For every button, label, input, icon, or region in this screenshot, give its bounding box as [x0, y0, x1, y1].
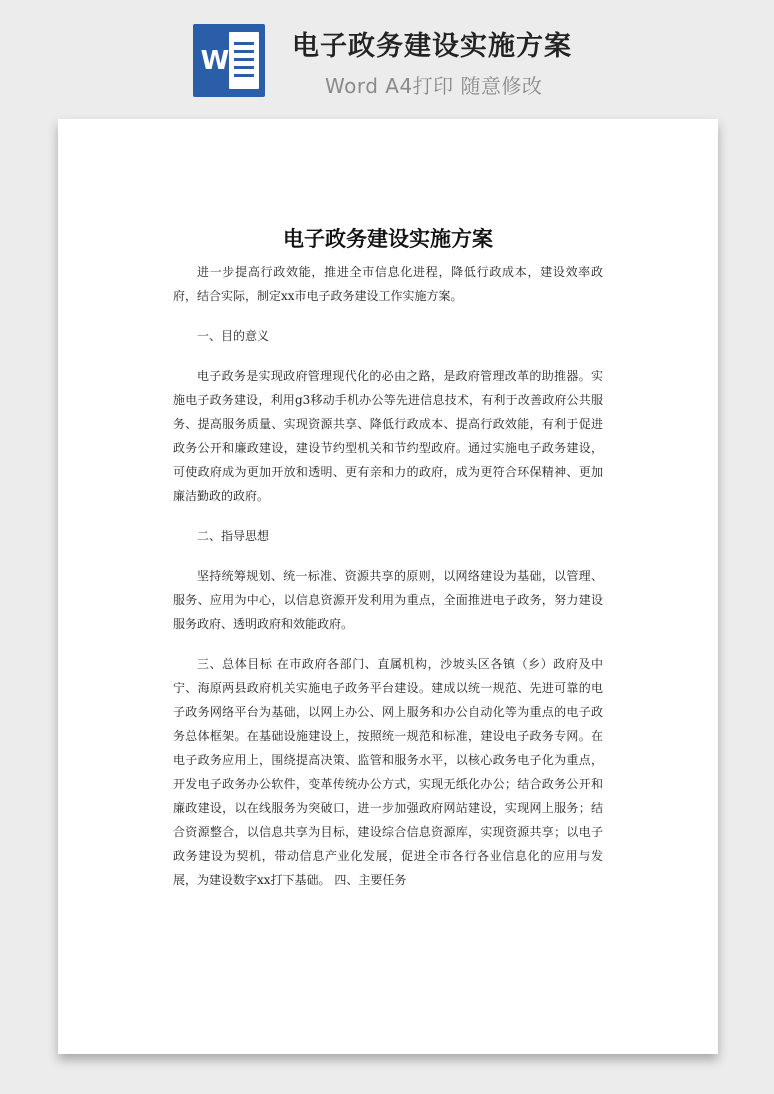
- word-icon-letter: W: [200, 46, 230, 76]
- purpose-paragraph: 电子政务是实现政府管理现代化的必由之路，是政府管理改革的助推器。实施电子政务建设，利用g3移动手机办公等先进信息技术，有利于改善政府公共服务、提高服务质量、实现资源共享、降低行政成本、提高行政效能，有利于促进政务公开和廉政建设，建设节约型机关和节约型政府。通过实施电子政务建设，可使政府成为更加开放和透明、更有亲和力的政府，成为更符合环保精神、更加廉洁勤政的政府。: [173, 369, 603, 503]
- intro-paragraph: 进一步提高行政效能，推进全市信息化进程，降低行政成本，建设效率政府，结合实际，制定xx市电子政务建设工作实施方案。: [173, 265, 603, 303]
- word-document-icon: [193, 24, 265, 97]
- watermark: [91, 451, 105, 471]
- word-icon-sheet: [229, 32, 259, 89]
- document-page: [58, 119, 718, 1054]
- document-body: [173, 260, 603, 908]
- page-header: [0, 0, 774, 110]
- section-heading-guidance: 二、指导思想: [197, 529, 270, 543]
- header-title: 电子政务建设实施方案: [292, 31, 572, 62]
- section-heading-purpose: 一、目的意义: [197, 329, 270, 343]
- guidance-paragraph: 坚持统筹规划、统一标准、资源共享的原则，以网络建设为基础，以管理、服务、应用为中心，以信息资源开发利用为重点，全面推进电子政务，努力建设服务政府、透明政府和效能政府。: [173, 569, 603, 631]
- header-subtitle: Word A4打印 随意修改: [325, 74, 543, 98]
- goals-paragraph: 三、总体目标 在市政府各部门、直属机构，沙坡头区各镇（乡）政府及中宁、海原两县政府机关实施电子政务平台建设。建成以统一规范、先进可靠的电子政务网络平台为基础，以网上办公、网上服务和办公自动化等为重点的电子政务总体框架。在基础设施建设上，按照统一规范和标准，建设电子政务专网。在电子政务应用上，围绕提高决策、监管和服务水平，以核心政务电子化为重点，开发电子政务办公软件，变革传统办公方式，实现无纸化办公；结合政务公开和廉政建设，以在线服务为突破口，进一步加强政府网站建设，实现网上服务；结合资源整合，以信息共享为目标，建设综合信息资源库，实现资源共享；以电子政务建设为契机，带动信息产业化发展，促进全市各行各业信息化的应用与发展，为建设数字xx打下基础。 四、主要任务: [173, 657, 603, 887]
- document-title: 电子政务建设实施方案: [283, 226, 493, 251]
